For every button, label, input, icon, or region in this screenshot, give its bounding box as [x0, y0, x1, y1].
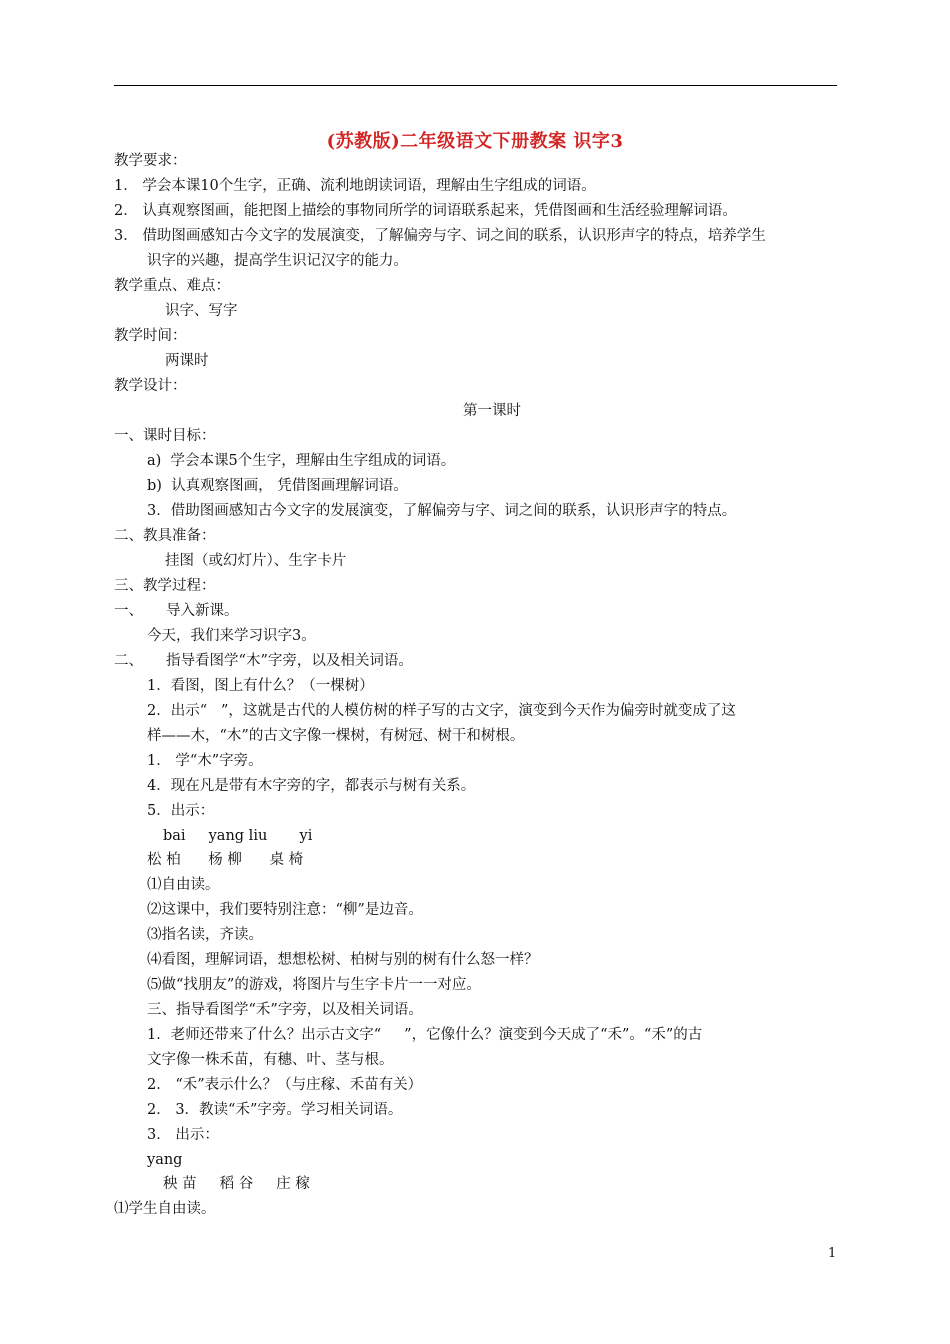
page-number: 1 — [828, 1246, 837, 1261]
text-line: 教学时间： — [114, 328, 187, 344]
text-line: 4．现在凡是带有木字旁的字，都表示与树有关系。 — [147, 778, 476, 794]
text-line: 文字像一株禾苗，有穗、叶、茎与根。 — [147, 1052, 394, 1068]
text-line: ⑴学生自由读。 — [114, 1201, 216, 1217]
text-line: 今天，我们来学习识字3。 — [147, 628, 316, 644]
text-line: 三、教学过程： — [114, 578, 216, 594]
text-line: bai yang liu yi — [163, 828, 313, 844]
text-line: ⑸做“找朋友”的游戏，将图片与生字卡片一一对应。 — [147, 977, 481, 993]
text-line: 挂图（或幻灯片）、生字卡片 — [165, 553, 347, 569]
document-title: (苏教版)二年级语文下册教案 识字3 — [326, 131, 624, 152]
text-line: 3． 借助图画感知古今文字的发展演变，了解偏旁与字、词之间的联系，认识形声字的特点，培养学生 — [114, 228, 766, 244]
text-line: ⑷看图，理解词语，想想松树、柏树与别的树有什么怒一样？ — [147, 952, 539, 968]
text-line: 2．出示“ ”，这就是古代的人模仿树的样子写的古文字，演变到今天作为偏旁时就变成了这 — [147, 703, 736, 719]
text-line: 1． 学“木”字旁。 — [147, 753, 263, 769]
text-line: 松 柏 杨 柳 桌 椅 — [147, 852, 304, 868]
text-line: 5．出示： — [147, 803, 215, 819]
text-line: 秧 苗 稻 谷 庄 稼 — [163, 1176, 310, 1192]
section-heading: 第一课时 — [463, 403, 521, 419]
text-line: a) 学会本课5个生字，理解由生字组成的词语。 — [147, 453, 456, 469]
text-line: 一、课时目标： — [114, 428, 216, 444]
text-line: 2． “禾”表示什么？（与庄稼、禾苗有关） — [147, 1077, 423, 1093]
text-line: 1．看图，图上有什么？（一棵树） — [147, 678, 374, 694]
text-line: 教学设计： — [114, 378, 187, 394]
text-line: b) 认真观察图画， 凭借图画理解词语。 — [147, 478, 408, 494]
text-line: ⑵这课中，我们要特别注意：“柳”是边音。 — [147, 902, 423, 918]
text-line: 3． 出示： — [147, 1127, 219, 1143]
text-line: 教学重点、难点： — [114, 278, 230, 294]
text-line: 识字的兴趣，提高学生识记汉字的能力。 — [147, 253, 408, 269]
text-line: 两课时 — [165, 353, 209, 369]
text-line: 二、教具准备： — [114, 528, 216, 544]
text-line: 教学要求： — [114, 153, 187, 169]
text-line: yang — [147, 1152, 183, 1168]
text-line: 1．老师还带来了什么？出示古文字“ ”，它像什么？演变到今天成了“禾”。“禾”的古 — [147, 1027, 703, 1043]
text-line: 一、 导入新课。 — [114, 603, 239, 619]
header-rule — [114, 85, 837, 86]
text-line: 三、指导看图学“禾”字旁，以及相关词语。 — [147, 1002, 423, 1018]
text-line: 1． 学会本课10个生字，正确、流利地朗读词语，理解由生字组成的词语。 — [114, 178, 596, 194]
text-line: 3．借助图画感知古今文字的发展演变，了解偏旁与字、词之间的联系，认识形声字的特点。 — [147, 503, 737, 519]
text-line: ⑴自由读。 — [147, 877, 220, 893]
text-line: ⑶指名读，齐读。 — [147, 927, 263, 943]
text-line: 样——木，“木”的古文字像一棵树，有树冠、树干和树根。 — [147, 728, 525, 744]
text-line: 2． 认真观察图画，能把图上描绘的事物同所学的词语联系起来，凭借图画和生活经验理解词语。 — [114, 203, 737, 219]
text-line: 2． 3．教读“禾”字旁。学习相关词语。 — [147, 1102, 403, 1118]
text-line: 二、 指导看图学“木”字旁，以及相关词语。 — [114, 653, 413, 669]
text-line: 识字、写字 — [165, 303, 238, 319]
